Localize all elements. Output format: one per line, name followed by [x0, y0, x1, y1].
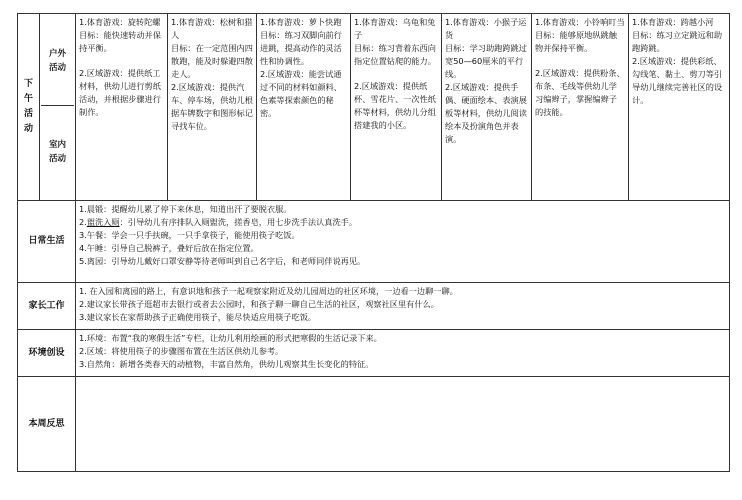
daily-item: 2.盥洗入厕：引导幼儿有序排队入厕盥洗，搓香皂，用七步洗手法认真洗手。: [79, 217, 358, 227]
indoor-game: 2.区域游戏：提供彩纸、勾线笔、黏土、剪刀等引导幼儿继续完善社区的设计。: [632, 56, 723, 105]
outdoor-game: 1.体育游戏：乌龟和兔子: [354, 17, 436, 40]
outdoor-goal: 目标：练习双脚向前行进跳，提高动作的灵活性和协调性。: [260, 30, 342, 66]
outdoor-goal: 目标：能快速转动并保持平衡。: [79, 30, 161, 53]
reflection-content[interactable]: [76, 377, 730, 472]
outdoor-label: 户外活动: [41, 16, 74, 106]
environment-item: 3.自然角：新增各类春天的动植物，丰富自然角，供幼儿观察其生长变化的特征。: [79, 359, 374, 369]
outdoor-game: 1.体育游戏：跨越小河: [632, 17, 714, 27]
outdoor-goal: 目标：学习助跑跨跳过宽50—60厘米的平行线。: [445, 43, 527, 79]
parents-label: 家长工作: [18, 283, 76, 330]
parents-item: 2.建议家长带孩子逛超市去银行或者去公园时，和孩子聊一聊自己生活的社区，观察社区里有什么。: [79, 299, 439, 309]
day-cell: [76, 14, 168, 201]
weekly-plan-table: [17, 13, 730, 472]
indoor-game: 2.区域游戏：提供纸工材料，供幼儿进行剪纸活动，并根据步骤进行制作。: [79, 68, 161, 117]
reflection-label: 本周反思: [18, 377, 76, 472]
reflection-row: [18, 377, 730, 472]
outdoor-goal: 目标：能够原地纵跳触物并保持平衡。: [535, 30, 617, 53]
parents-content: [76, 283, 730, 330]
indoor-game: 2.区域游戏：提供手偶、硬面绘本、表演展板等材料，供幼儿阅读绘本及扮演角色并表演。: [445, 82, 527, 144]
outdoor-goal: 目标：在一定范围内四散跑，能及时躲避四散走人。: [171, 43, 253, 79]
parents-row: [18, 283, 730, 330]
environment-content: [76, 330, 730, 377]
daily-life-row: [18, 201, 730, 283]
afternoon-sub-labels: [40, 14, 76, 201]
outdoor-goal: 目标：练习背着东西向指定位置钻爬的能力。: [354, 43, 436, 66]
indoor-label: 室内活动: [48, 140, 66, 164]
outdoor-game: 1.体育游戏：小铃响叮当: [535, 17, 625, 27]
daily-item: 4.午睡：引导自己脱裤子，叠好后放在指定位置。: [79, 243, 259, 253]
day-cell: [532, 14, 629, 201]
day-cell: [442, 14, 532, 201]
day-cell: [351, 14, 442, 201]
outdoor-game: 1.体育游戏：小猴子运货: [445, 17, 527, 40]
environment-item: 2.区域：将使用筷子的步骤图布置在生活区供幼儿参考。: [79, 346, 284, 356]
indoor-game: 2.区域游戏：提供汽车、停车场，供幼儿根据车牌数字和图形标记寻找车位。: [171, 82, 253, 131]
daily-item: 1.晨锻：提醒幼儿累了停下来休息，知道出汗了要脱衣服。: [79, 204, 292, 214]
outdoor-game: 1.体育游戏：旋转陀螺: [79, 17, 161, 27]
outdoor-game: 1.体育游戏：萝卜快跑: [260, 17, 342, 27]
day-cell: [168, 14, 257, 201]
outdoor-game: 1.体育游戏：松树和猎人: [171, 17, 253, 40]
daily-life-content: [76, 201, 730, 283]
indoor-game: 2.区域游戏：提供粉条、布条、毛线等供幼儿学习编辫子，掌握编辫子的技能。: [535, 68, 625, 117]
environment-row: [18, 330, 730, 377]
daily-item: 5.离园：引导幼儿戴好口罩安静等待老师叫到自己名字后，和老师同伴说再见。: [79, 256, 366, 266]
daily-life-label: 日常生活: [18, 201, 76, 283]
indoor-game: 2.区域游戏：能尝试通过不同的材料如颜料、色素等探索颜色的秘密。: [260, 69, 342, 118]
parents-item: 3.建议家长在家帮助孩子正确使用筷子，能尽快适应用筷子吃饭。: [79, 312, 317, 322]
environment-label: 环境创设: [18, 330, 76, 377]
daily-item: 3.午餐：学会一只手扶碗，一只手拿筷子，能使用筷子吃饭。: [79, 230, 300, 240]
day-cell: [257, 14, 351, 201]
afternoon-label: 下午活动: [18, 14, 40, 201]
environment-item: 1.环境：布置“我的寒假生活”专栏，让幼儿利用绘画的形式把寒假的生活记录下来。: [79, 333, 382, 343]
outdoor-goal: 目标：练习立定跳远和助跑跨跳。: [632, 30, 723, 53]
afternoon-row: [18, 14, 730, 201]
indoor-game: 2.区域游戏：提供纸杯、雪花片、一次性纸杯等材料，供幼儿分组搭建我的小区。: [354, 81, 436, 130]
day-cell: [629, 14, 730, 201]
parents-item: 1. 在入园和离园的路上，有意识地和孩子一起观察家附近及幼儿园周边的社区环境，一边看一边聊一聊。: [79, 286, 458, 296]
